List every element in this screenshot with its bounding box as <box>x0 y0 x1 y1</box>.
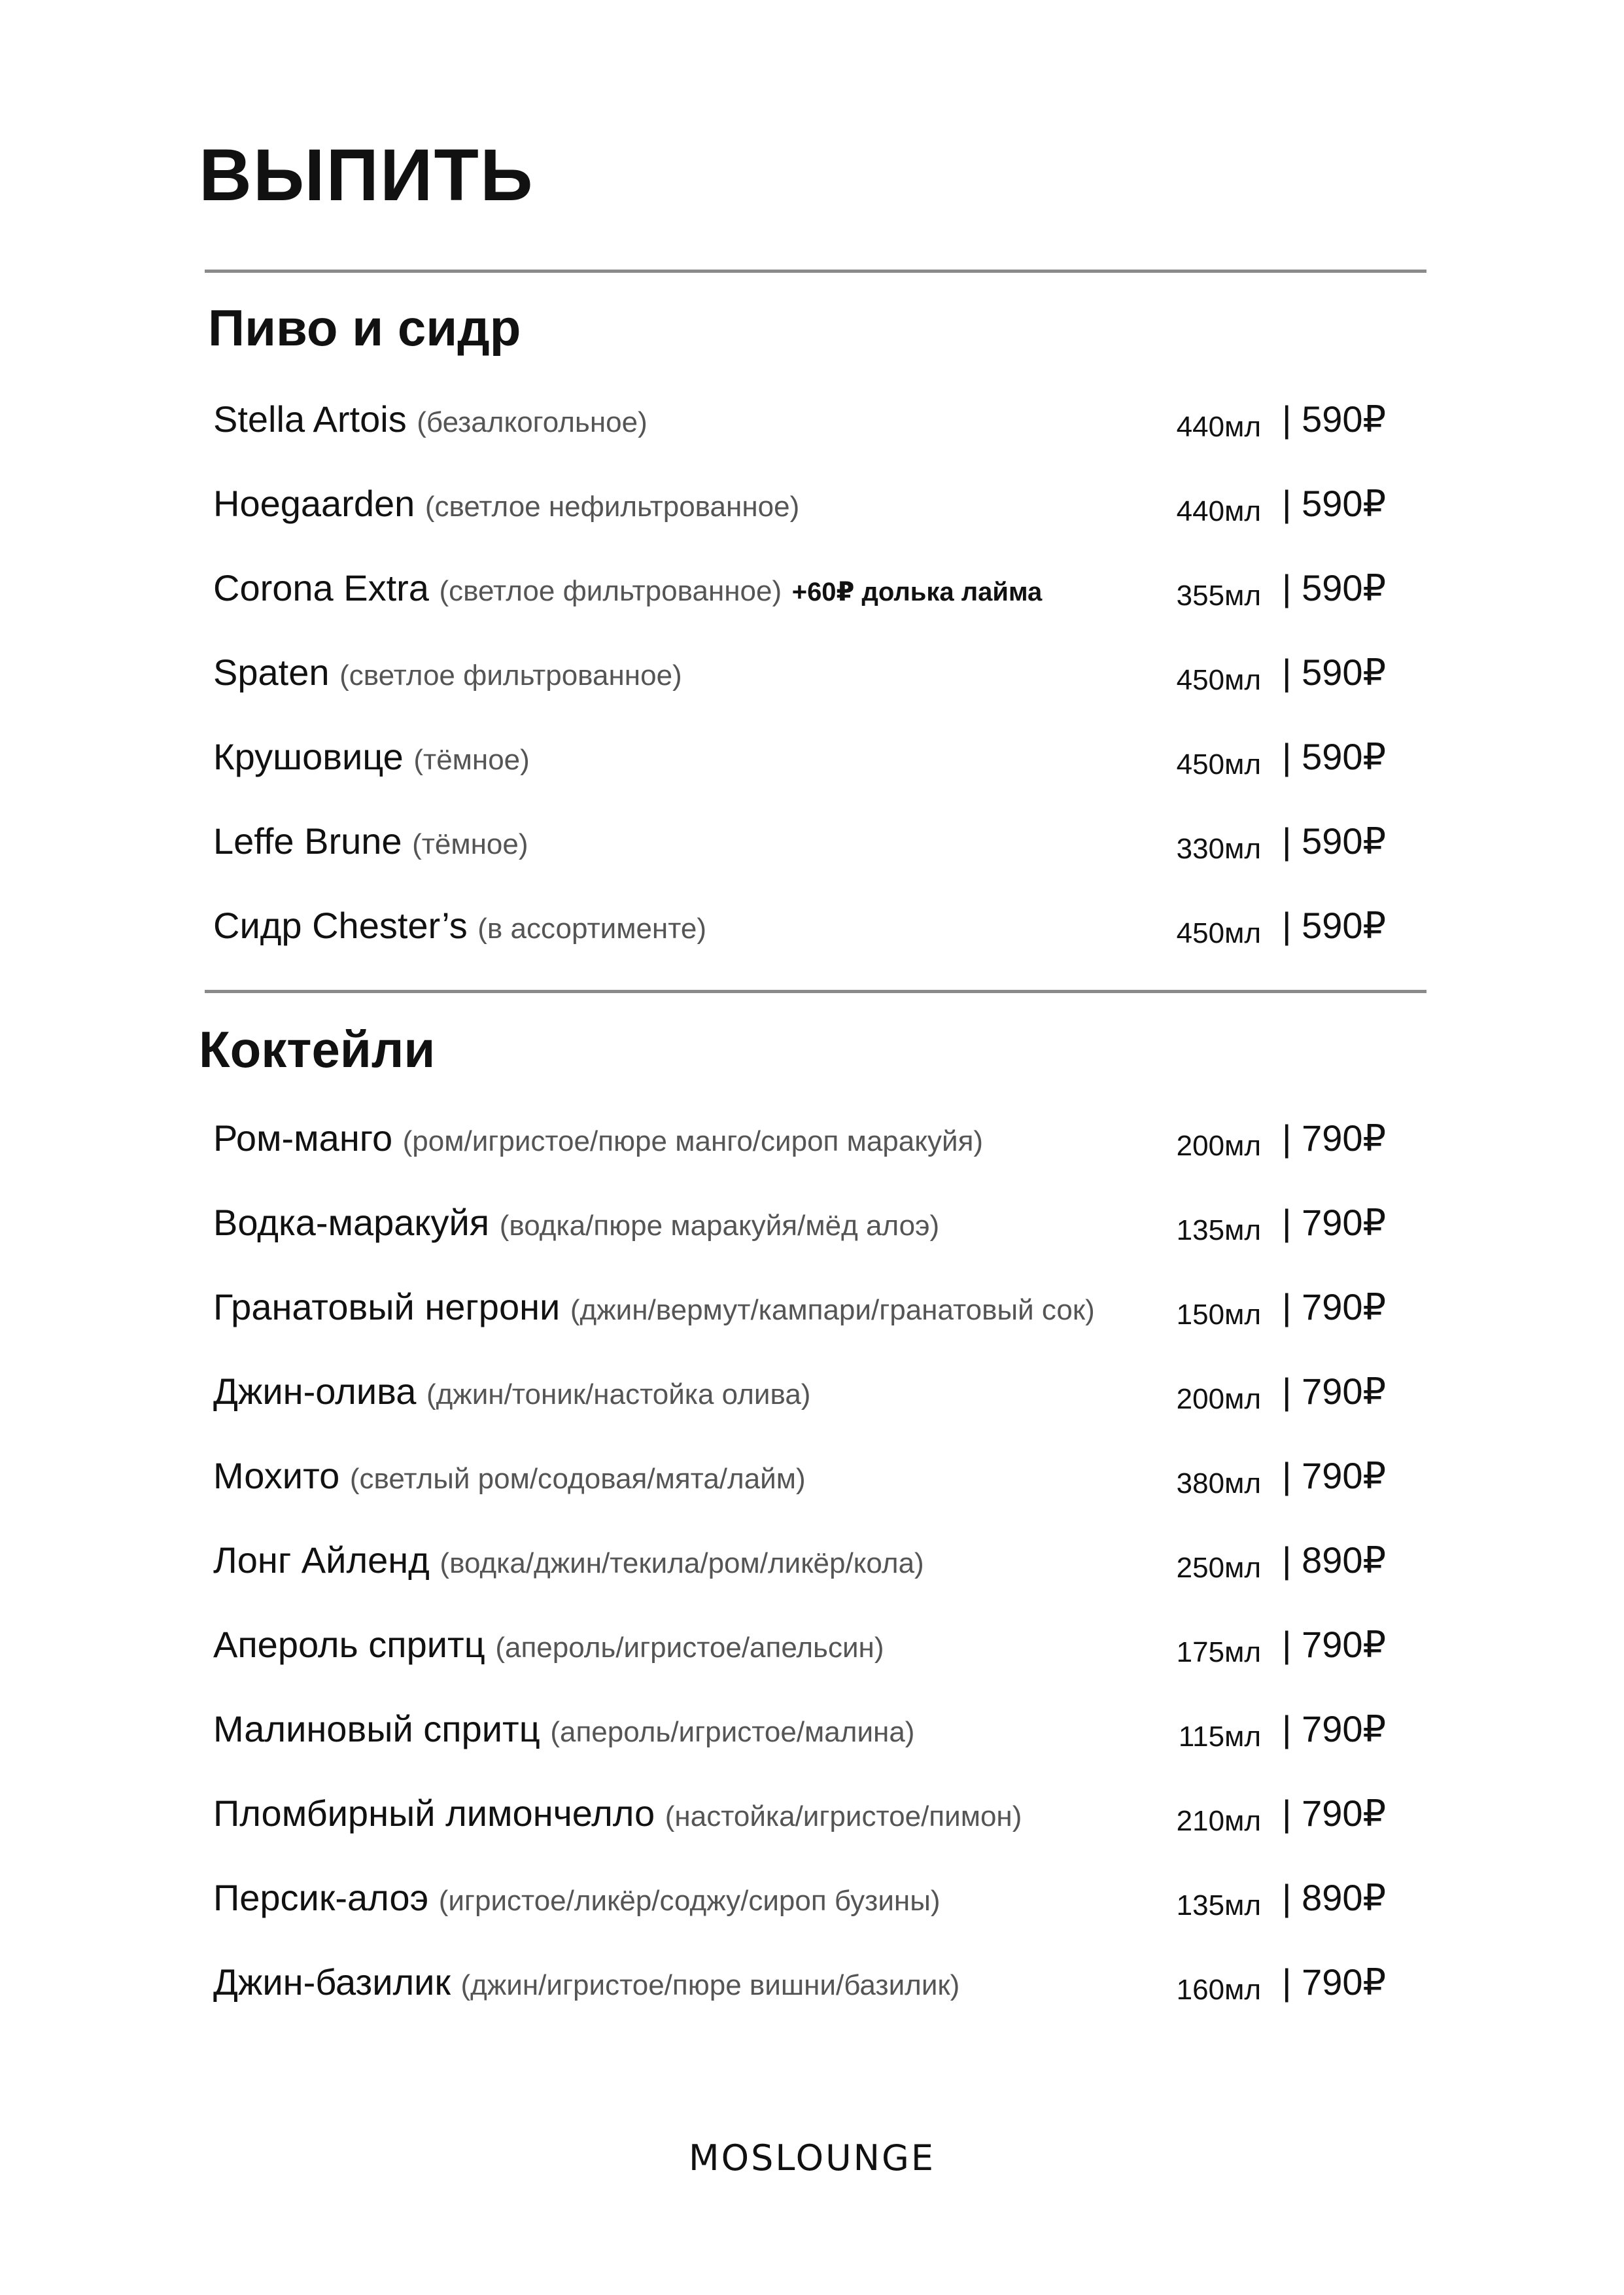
item-volume: 200мл <box>1176 1130 1261 1162</box>
item-price: | 790₽ <box>1282 1117 1387 1159</box>
item-price: | 890₽ <box>1282 1539 1387 1581</box>
menu-item <box>0 1877 1624 1961</box>
item-name-wrap <box>213 1371 810 1416</box>
item-volume: 440мл <box>1176 495 1261 527</box>
item-name-wrap <box>213 1961 959 2006</box>
item-description: (джин/игристое/пюре вишни/базилик) <box>460 1969 960 2001</box>
item-name: Stella Artois <box>213 398 407 440</box>
item-description: (настойка/игристое/пимон) <box>665 1800 1022 1832</box>
menu-item <box>0 398 1624 483</box>
item-name-wrap <box>213 905 706 950</box>
item-price: | 790₽ <box>1282 1202 1387 1243</box>
item-description: (водка/джин/текила/ром/ликёр/кола) <box>440 1547 924 1579</box>
menu-item <box>0 567 1624 652</box>
item-price: | 590₽ <box>1282 483 1387 524</box>
item-price: | 890₽ <box>1282 1877 1387 1918</box>
item-name: Сидр Chester’s <box>213 905 468 946</box>
menu-item <box>0 1286 1624 1371</box>
item-name-wrap <box>213 652 682 697</box>
section-title-cocktails: Коктейли <box>199 1021 436 1078</box>
item-description: (водка/пюре маракуйя/мёд алоэ) <box>499 1210 940 1242</box>
menu-item <box>0 736 1624 820</box>
item-volume: 450мл <box>1176 917 1261 949</box>
item-name-wrap <box>213 820 528 866</box>
menu-item <box>0 1624 1624 1708</box>
beer-list <box>0 398 1624 989</box>
item-name-wrap <box>213 567 1042 613</box>
item-volume: 440мл <box>1176 411 1261 443</box>
item-volume: 160мл <box>1176 1974 1261 2006</box>
item-name: Джин-базилик <box>213 1961 451 2003</box>
item-name: Corona Extra <box>213 567 429 608</box>
section-title-beer: Пиво и сидр <box>208 299 521 357</box>
menu-item <box>0 1117 1624 1202</box>
item-volume: 380мл <box>1176 1467 1261 1499</box>
section-divider-middle <box>205 990 1426 993</box>
item-volume: 135мл <box>1176 1889 1261 1921</box>
item-price: | 790₽ <box>1282 1961 1387 2003</box>
menu-item <box>0 1961 1624 2046</box>
menu-item <box>0 1455 1624 1539</box>
menu-item <box>0 1793 1624 1877</box>
menu-item <box>0 1371 1624 1455</box>
item-volume: 210мл <box>1176 1805 1261 1837</box>
item-name-wrap <box>213 1539 924 1585</box>
item-name: Апероль спритц <box>213 1624 485 1665</box>
menu-item <box>0 820 1624 905</box>
item-volume: 150мл <box>1176 1299 1261 1331</box>
menu-item <box>0 905 1624 989</box>
menu-item <box>0 652 1624 736</box>
item-name: Spaten <box>213 652 330 693</box>
item-name-wrap <box>213 1455 806 1500</box>
item-volume: 135мл <box>1176 1214 1261 1246</box>
item-volume: 250мл <box>1176 1552 1261 1584</box>
cocktail-list <box>0 1117 1624 2046</box>
item-description: (светлое фильтрованное) <box>339 659 682 692</box>
item-name-wrap <box>213 483 799 528</box>
item-name: Крушовице <box>213 736 404 777</box>
item-volume: 450мл <box>1176 664 1261 696</box>
item-volume: 355мл <box>1176 580 1261 612</box>
item-name-wrap <box>213 736 530 781</box>
item-name: Персик-алоэ <box>213 1877 429 1918</box>
item-name: Ром-манго <box>213 1117 393 1159</box>
item-description: (апероль/игристое/апельсин) <box>495 1632 884 1664</box>
item-description: (джин/тоник/настойка олива) <box>426 1378 811 1410</box>
item-name: Гранатовый негрони <box>213 1286 561 1327</box>
item-description: (тёмное) <box>412 828 528 860</box>
item-name-wrap <box>213 1624 884 1669</box>
item-name: Лонг Айленд <box>213 1539 430 1581</box>
item-description: (ром/игристое/пюре манго/сироп маракуйя) <box>402 1125 984 1157</box>
item-name: Водка-маракуйя <box>213 1202 490 1243</box>
item-price: | 590₽ <box>1282 567 1387 608</box>
menu-item <box>0 1708 1624 1793</box>
item-description: (апероль/игристое/малина) <box>550 1716 915 1748</box>
brand-footer: MOSLOUNGE <box>689 2137 935 2179</box>
item-volume: 330мл <box>1176 833 1261 865</box>
item-description: (в ассортименте) <box>477 913 706 945</box>
item-description: (джин/вермут/кампари/гранатовый сок) <box>570 1294 1095 1326</box>
item-price: | 790₽ <box>1282 1793 1387 1834</box>
item-price: | 590₽ <box>1282 820 1387 862</box>
menu-item <box>0 483 1624 567</box>
item-price: | 590₽ <box>1282 652 1387 693</box>
section-divider-top <box>205 270 1426 273</box>
item-price: | 590₽ <box>1282 736 1387 777</box>
item-name-wrap <box>213 1202 939 1247</box>
item-volume: 450мл <box>1176 748 1261 780</box>
item-name: Пломбирный лимончелло <box>213 1793 655 1834</box>
item-extra: +60₽ долька лайма <box>791 578 1043 606</box>
item-description: (светлое фильтрованное) <box>439 575 782 607</box>
item-price: | 790₽ <box>1282 1371 1387 1412</box>
item-volume: 115мл <box>1178 1721 1261 1753</box>
menu-item <box>0 1539 1624 1624</box>
item-description: (безалкогольное) <box>417 406 648 438</box>
item-price: | 590₽ <box>1282 905 1387 946</box>
item-name: Мохито <box>213 1455 340 1496</box>
item-name-wrap <box>213 1708 914 1753</box>
item-name-wrap <box>213 1793 1022 1838</box>
item-price: | 790₽ <box>1282 1708 1387 1749</box>
item-price: | 790₽ <box>1282 1286 1387 1327</box>
item-price: | 590₽ <box>1282 398 1387 440</box>
item-name-wrap <box>213 1877 940 1922</box>
item-price: | 790₽ <box>1282 1455 1387 1496</box>
item-volume: 200мл <box>1176 1383 1261 1415</box>
item-name: Малиновый спритц <box>213 1708 540 1749</box>
menu-item <box>0 1202 1624 1286</box>
item-name: Hoegaarden <box>213 483 415 524</box>
item-name: Джин-олива <box>213 1371 417 1412</box>
page-title: ВЫПИТЬ <box>199 134 534 216</box>
item-name-wrap <box>213 1117 983 1163</box>
item-name: Leffe Brune <box>213 820 402 862</box>
item-description: (светлое нефильтрованное) <box>424 491 800 523</box>
item-price: | 790₽ <box>1282 1624 1387 1665</box>
item-description: (светлый ром/содовая/мята/лайм) <box>349 1463 806 1495</box>
item-name-wrap <box>213 398 648 444</box>
item-volume: 175мл <box>1176 1636 1261 1668</box>
item-name-wrap <box>213 1286 1095 1331</box>
item-description: (тёмное) <box>413 744 530 776</box>
item-description: (игристое/ликёр/соджу/сироп бузины) <box>438 1885 941 1917</box>
